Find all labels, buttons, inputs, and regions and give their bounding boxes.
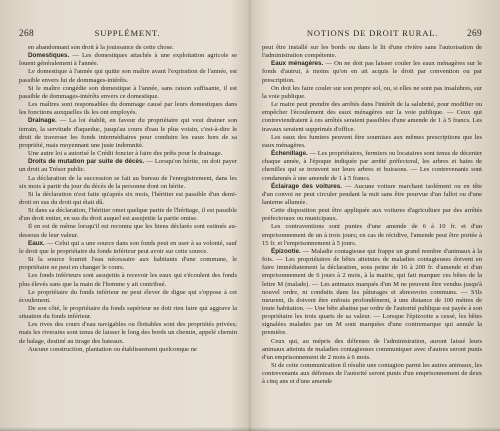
paragraph [19, 223, 237, 239]
paragraph-text: Si la déclaration n'est faite qu'après six mois, l'héritier est passible d'un demi-droit en sus du droit qui était dû. [19, 190, 237, 206]
section-heading: Drainage. [28, 117, 57, 125]
paragraph [262, 101, 482, 134]
paragraph-text: Les eaux des fumiers peuvent être soumises aux mêmes prescriptions que les eaux ménagères. [262, 133, 482, 149]
paragraph-text: en abandonnant son droit à la jouissance de cette chose. [28, 44, 174, 51]
paragraph-text: De son côté, le propriétaire du fonds supérieur ne doit rien faire qui aggrave la situation du fonds inférieur. [19, 305, 237, 321]
section-heading: Échenillage. [271, 150, 308, 158]
paragraph [262, 60, 482, 84]
paragraph [19, 289, 237, 305]
section-heading: Eaux. [28, 239, 45, 247]
running-title: SUPPLÉMENT. [94, 28, 161, 38]
running-title: NOTIONS DE DROIT RURAL. [306, 28, 439, 38]
page-number: 269 [467, 29, 482, 39]
paragraph-text: Cette disposition peut être appliquée aux voitures d'agriculture par des arrêtés préfectoraux ou municipaux. [262, 207, 482, 223]
paragraph-text: Si de cette communication il résulte une contagion parmi les autres animaux, les contrevenants aux défenses de l'autorité seront punis d'un emprisonnement de deux à cinq ans et d'une amende [262, 362, 482, 386]
paragraph [19, 117, 237, 150]
paragraph-text: — Aucune voiture marchant isolément ou en tête d'un convoi ne peut circuler pendant la nuit sans être pourvue d'un fallot ou d'une lanterne allumée. [262, 182, 482, 206]
page-number: 268 [19, 29, 34, 39]
section-heading: Épizootie. [271, 247, 301, 255]
right-page-body [262, 44, 482, 387]
paragraph [19, 191, 237, 207]
paragraph-text: Les fonds inférieurs sont assujettis à recevoir les eaux qui s'écoulent des fonds plus élevés sans que la main de l'homme y ait contribué. [19, 272, 237, 288]
paragraph-text: Le domestique à l'année qui quitte son maître avant l'expiration de l'année, est passible envers lui de dommages-intérêts. [19, 68, 237, 84]
page-bottom-edge [0, 427, 500, 431]
paragraph-text: Les rives des cours d'eau navigables ou flottables sont des propriétés privées; mais les riverains sont tenus de laisser le long des bords un chemin, appelé chemin de halage, destiné au tirage des bateaux. [19, 321, 237, 345]
paragraph [19, 68, 237, 84]
paragraph-text: Le propriétaire du fonds inférieur ne peut élever de digue qui s'oppose à cet écoulement. [19, 288, 237, 304]
paragraph [19, 321, 237, 345]
right-page [250, 0, 500, 431]
left-page-header [19, 28, 237, 39]
paragraph-text: Une autre loi a autorisé le Crédit foncier à faire des prêts pour le drainage. [28, 150, 223, 158]
paragraph [262, 362, 482, 386]
paragraph-text: Si la source fournit l'eau nécessaire aux habitants d'une commune, le propriétaire ne peut en changer le cours. [19, 256, 237, 272]
paragraph-text: Ceux qui, au mépris des défenses de l'administration, auront laissé leurs animaux atteints de maladies contagieuses communiquer avec d'autres seront punis d'un emprisonnement de 2 mois à 6 mois. [262, 337, 482, 361]
paragraph [19, 256, 237, 272]
section-heading: Droits de mutation par suite de décès. [28, 158, 145, 166]
paragraph [19, 101, 237, 117]
paragraph [19, 207, 237, 223]
paragraph-text: Le maire peut prendre des arrêtés dans l'intérêt de la salubrité, pour modifier ou empêcher l'écoulement des eaux ménagères sur la voie publique. — Ceux qui contreviendraient à ces arrêtés seraient passibles d'une amende de 1 à 5 francs. Les travaux seraient supprimés d'office. [262, 101, 482, 133]
section-heading: Domestiques. [28, 52, 70, 60]
paragraph [262, 248, 482, 338]
paragraph-text: — Celui qui a une source dans son fonds peut en user à sa volonté, sauf le droit que le propriétaire du fonds inférieur peut avoir sur cette source. [19, 239, 237, 255]
paragraph-text: La déclaration de la succession se fait au bureau de l'enregistrement, dans les six mois à partir du jour du décès de la personne dont on hérite. [19, 174, 237, 190]
paragraph [262, 85, 482, 101]
paragraph [19, 240, 237, 256]
paragraph-text: On doit les faire couler sur son propre sol, ou, si elles ne sont pas insalubres, sur la voie publique. [262, 84, 482, 100]
section-heading: Eaux ménagères. [271, 60, 324, 68]
paragraph [19, 44, 237, 52]
paragraph-text: Si le maître congédie son domestique à l'année, sans raison suffisante, il est passible de dommages-intérêts envers ce domestique. [19, 84, 237, 100]
paragraph [262, 207, 482, 223]
paragraph [19, 158, 237, 174]
paragraph-text: Si dans sa déclaration, l'héritier omet quelque partie de l'héritage, il est passible d'un droit entier, en sus du droit auquel est assujettie la partie omise. [19, 207, 237, 223]
paragraph [19, 272, 237, 288]
paragraph-text: Les contraventions sont punies d'une amende de 6 à 10 fr. et d'un emprisonnement de un à trois jours; en cas de récidive, l'amende peut être portée à 15 fr. et l'emprisonnement à 5 jours. [262, 223, 482, 247]
paragraph-text: Aucune construction, plantation ou établissement quelconque ne [28, 345, 197, 353]
paragraph [19, 150, 237, 158]
paragraph-text: — On ne doit pas laisser couler les eaux ménagères sur le fonds d'autrui, à moins qu'on en ait acquis le droit par convention ou par prescription. [262, 60, 482, 84]
paragraph [19, 175, 237, 191]
paragraph [262, 338, 482, 362]
paragraph-text: — La loi établit, en faveur du propriétaire qui veut drainer son terrain, la servitude d'aqueduc, jusqu'au cours d'eau le plus voisin, c'est-à-dire le droit de traverser les fonds intermédiaires pour conduire les eaux hors de sa propriété, mais moyennant une juste indemnité. [19, 117, 237, 149]
paragraph [19, 52, 237, 68]
paragraph-text: peut être installé sur les bords ou dans le lit d'une rivière sans l'autorisation de l'administration compétente. [262, 44, 482, 60]
paragraph [262, 134, 482, 150]
section-heading: Éclairage des voitures. [271, 182, 343, 190]
paragraph [262, 183, 482, 207]
paragraph [262, 150, 482, 183]
paragraph-text: — Les domestiques attachés à une exploitation agricole se louent généralement à l'année. [19, 52, 237, 68]
paragraph [19, 85, 237, 101]
paragraph-text: Il en est de même lorsqu'il est reconnu que les biens déclarés sont estimés au-dessous de leur valeur. [19, 223, 237, 239]
paragraph-text: — Les propriétaires, fermiers ou locataires sont tenus de décenier chaque année, à l'époque indiquée par arrêté préfectoral, les arbres et haies de chenilles qui se trouvent sur leurs arbres et buissons. — Les contrevenants sont condamnés à une amende de 1 à 5 francs. [262, 150, 482, 182]
paragraph-text: — Lorsqu'on hérite, on doit payer un droit au Trésor public. [19, 158, 237, 174]
paragraph [19, 346, 237, 354]
paragraph [262, 223, 482, 247]
paragraph-text: — Maladie contagieuse qui frappe un grand nombre d'animaux à la fois. — Les propriétaires de bêtes atteintes de maladies contagieuses doivent en faire immédiatement la déclaration, sous peine de 16 à 200 fr. d'amende et d'un emprisonnement de 6 jours à 2 mois, à la mairie, qui fait marquer ces bêtes de la lettre M (malade). — Les animaux marqués d'un M ne peuvent être vendus jusqu'à nouvel ordre, ni conduits dans les pâturages et abreuvoirs communs. — S'ils meurent, ils doivent être enfouis profondément, à une distance de 100 mètres de toute habitation. — Une bête abattue par ordre de l'autorité publique est payée à son propriétaire les trois quarts de sa valeur. — Lorsque l'épizootie a cessé, les bêtes signalées malades par un M sont marquées d'une contremarque qui annule la première. [262, 247, 482, 337]
paragraph [262, 44, 482, 60]
left-page-body [19, 44, 237, 354]
paragraph-text: Les maîtres sont responsables du dommage causé par leurs domestiques dans les fonctions auxquelles ils les ont employés. [19, 101, 237, 117]
paragraph [19, 305, 237, 321]
right-page-header [262, 28, 482, 39]
